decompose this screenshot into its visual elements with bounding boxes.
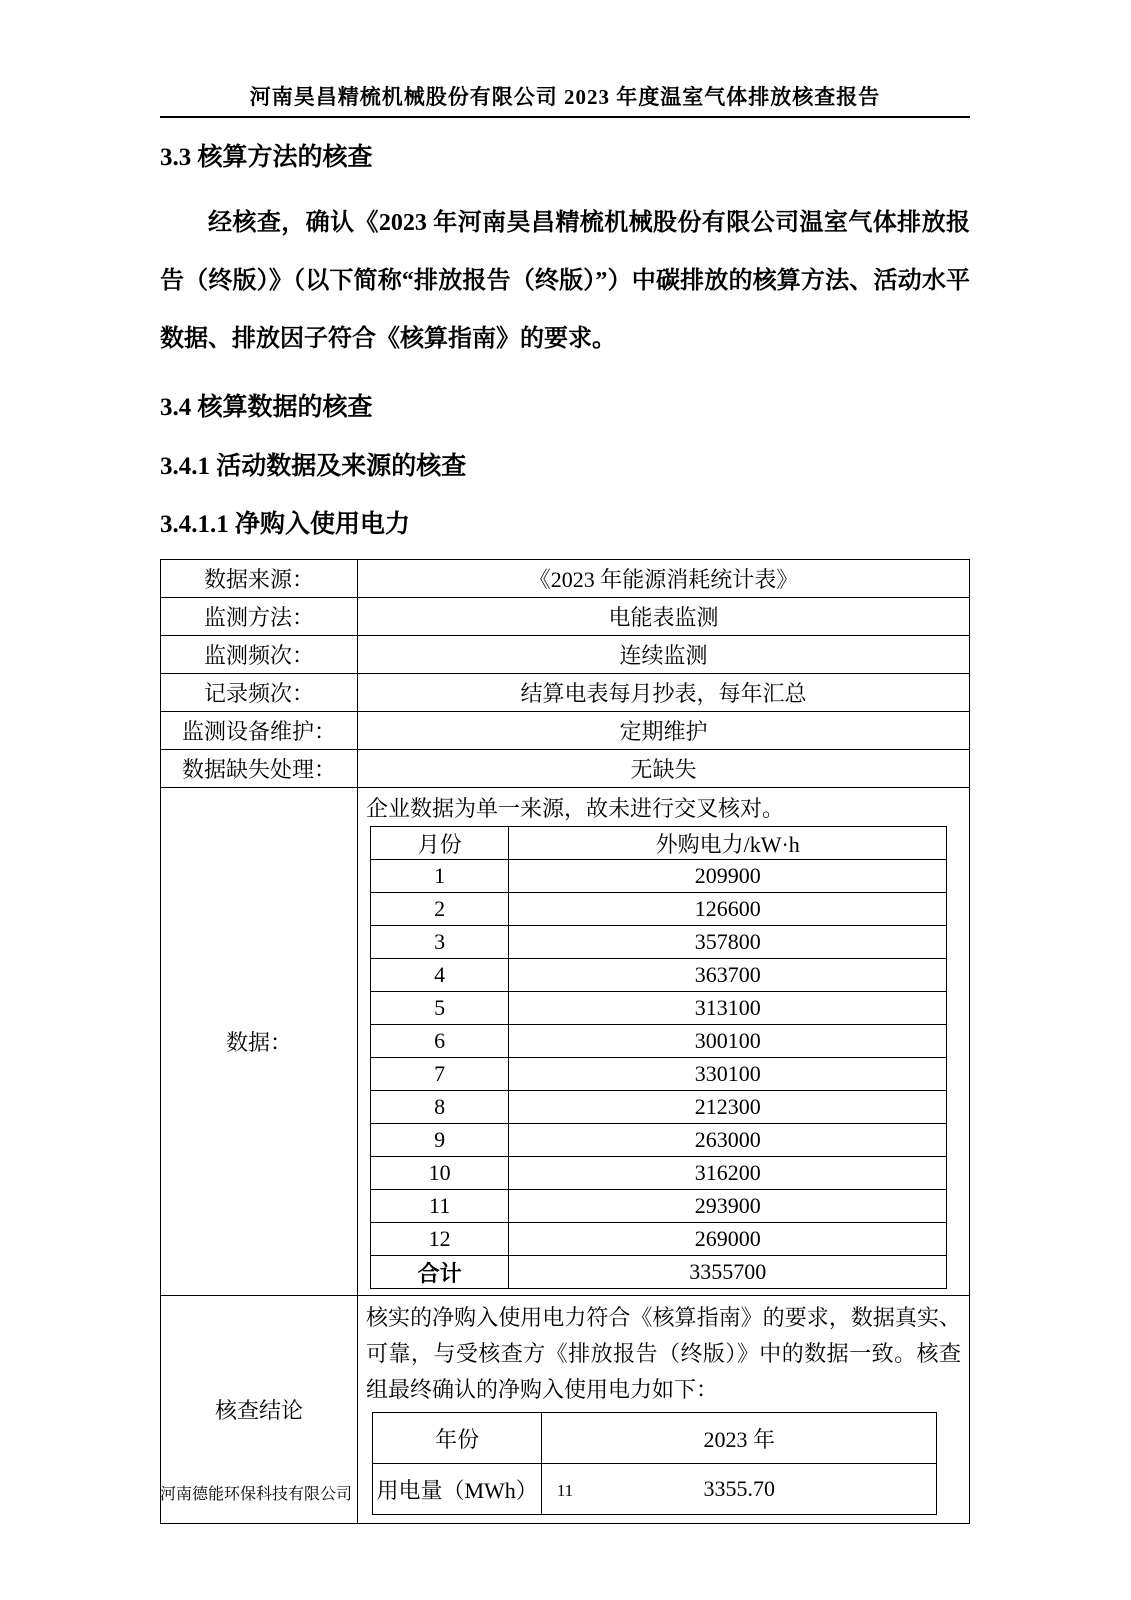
summary-year-value: 2023 年 (542, 1413, 937, 1464)
page-footer (160, 1481, 970, 1505)
row-value-record-frequency: 结算电表每月抄表，每年汇总 (358, 674, 970, 712)
value-cell: 330100 (509, 1058, 947, 1091)
monthly-total-row (371, 1256, 947, 1289)
conclusion-text: 核实的净购入使用电力符合《核算指南》的要求，数据真实、可靠，与受核查方《排放报告（终版）》中的数据一致。核查组最终确认的净购入使用电力如下： (366, 1305, 961, 1402)
table-row-data-source (161, 560, 970, 598)
section-heading-3-4: 3.4 核算数据的核查 (160, 394, 373, 421)
section-heading-3-3: 3.3 核算方法的核查 (160, 144, 373, 171)
monthly-header-month: 月份 (371, 827, 509, 860)
row-label-conclusion: 核查结论 (161, 1296, 358, 1524)
monthly-row (371, 1190, 947, 1223)
value-cell: 263000 (509, 1124, 947, 1157)
monthly-row (371, 860, 947, 893)
footer-company: 河南德能环保科技有限公司 (160, 1486, 353, 1503)
value-cell: 126600 (509, 893, 947, 926)
row-label-monitor-method: 监测方法： (161, 598, 358, 636)
table-row-monitor-frequency (161, 636, 970, 674)
row-label-monitor-frequency: 监测频次： (161, 636, 358, 674)
value-cell: 363700 (509, 959, 947, 992)
row-value-data-source: 《2023 年能源消耗统计表》 (358, 560, 970, 598)
month-cell: 10 (371, 1157, 509, 1190)
month-cell: 11 (371, 1190, 509, 1223)
page-header (160, 84, 970, 118)
table-row-monitor-method (161, 598, 970, 636)
row-value-device-maintenance: 定期维护 (358, 712, 970, 750)
table-row-device-maintenance (161, 712, 970, 750)
total-label: 合计 (371, 1256, 509, 1289)
month-cell: 1 (371, 860, 509, 893)
page-content (160, 84, 970, 1524)
section-heading-3-4-1-1: 3.4.1.1 净购入使用电力 (160, 511, 411, 538)
monthly-header-value: 外购电力/kW·h (509, 827, 947, 860)
monthly-header-row (371, 827, 947, 860)
total-value: 3355700 (509, 1256, 947, 1289)
month-cell: 3 (371, 926, 509, 959)
value-cell: 293900 (509, 1190, 947, 1223)
month-cell: 7 (371, 1058, 509, 1091)
monthly-row (371, 1025, 947, 1058)
value-cell: 313100 (509, 992, 947, 1025)
row-label-data-source: 数据来源： (161, 560, 358, 598)
value-cell: 357800 (509, 926, 947, 959)
monthly-row (371, 1157, 947, 1190)
summary-usage-value: 3355.70 (542, 1464, 937, 1515)
monthly-electricity-table (370, 826, 947, 1289)
monthly-row (371, 1091, 947, 1124)
monthly-row (371, 926, 947, 959)
month-cell: 12 (371, 1223, 509, 1256)
monthly-row (371, 959, 947, 992)
summary-usage-label: 用电量（MWh） (373, 1464, 542, 1515)
footer-page-number: 11 (556, 1481, 574, 1500)
row-label-device-maintenance: 监测设备维护： (161, 712, 358, 750)
row-label-record-frequency: 记录频次： (161, 674, 358, 712)
month-cell: 5 (371, 992, 509, 1025)
table-row-missing-data (161, 750, 970, 788)
month-cell: 6 (371, 1025, 509, 1058)
month-cell: 9 (371, 1124, 509, 1157)
value-cell: 212300 (509, 1091, 947, 1124)
summary-year-row (373, 1413, 937, 1464)
month-cell: 4 (371, 959, 509, 992)
section-heading-3-4-1: 3.4.1 活动数据及来源的核查 (160, 453, 467, 480)
value-cell: 300100 (509, 1025, 947, 1058)
monthly-row (371, 1124, 947, 1157)
row-value-monitor-method: 电能表监测 (358, 598, 970, 636)
monthly-row (371, 1058, 947, 1091)
data-cell (358, 788, 970, 1296)
monthly-row (371, 893, 947, 926)
row-label-missing-data: 数据缺失处理： (161, 750, 358, 788)
monthly-row (371, 992, 947, 1025)
monthly-row (371, 1223, 947, 1256)
paragraph-3-3: 经核查，确认《2023 年河南昊昌精梳机械股份有限公司温室气体排放报告（终版）》（以下简称“排放报告（终版）”）中碳排放的核算方法、活动水平数据、排放因子符合《核算指南》的要求。 (160, 210, 970, 352)
electricity-info-table (160, 559, 970, 1524)
row-value-monitor-frequency: 连续监测 (358, 636, 970, 674)
value-cell: 209900 (509, 860, 947, 893)
page-header-title: 河南昊昌精梳机械股份有限公司 2023 年度温室气体排放核查报告 (249, 85, 881, 109)
row-value-missing-data: 无缺失 (358, 750, 970, 788)
row-label-data: 数据： (161, 788, 358, 1296)
table-row-record-frequency (161, 674, 970, 712)
month-cell: 8 (371, 1091, 509, 1124)
data-note: 企业数据为单一来源，故未进行交叉核对。 (366, 796, 785, 821)
value-cell: 269000 (509, 1223, 947, 1256)
value-cell: 316200 (509, 1157, 947, 1190)
summary-year-label: 年份 (373, 1413, 542, 1464)
table-row-data (161, 788, 970, 1296)
month-cell: 2 (371, 893, 509, 926)
